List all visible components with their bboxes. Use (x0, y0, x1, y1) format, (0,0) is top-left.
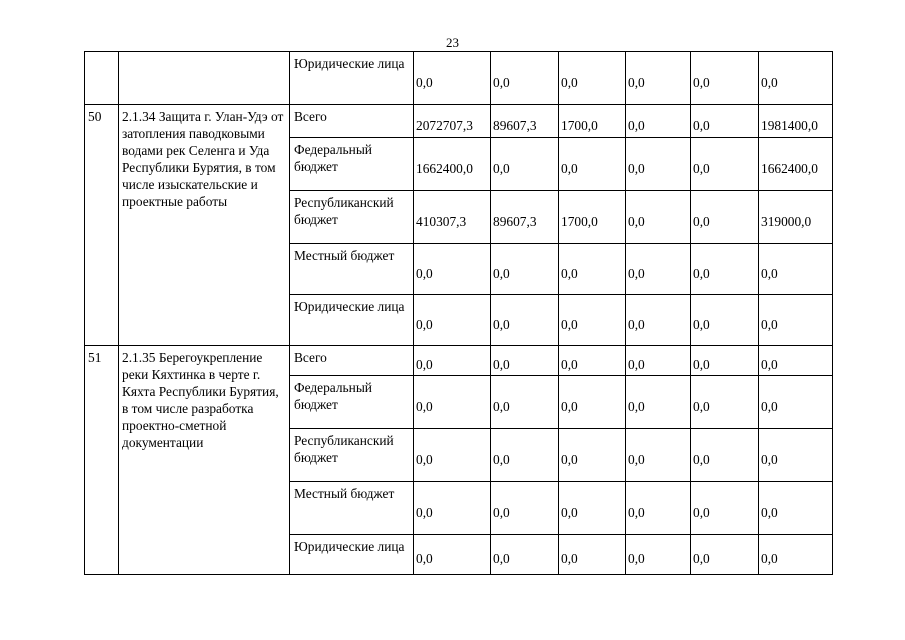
value-cell (559, 346, 626, 376)
value-cell (759, 429, 833, 482)
value-cell (491, 52, 559, 105)
value-cell (559, 376, 626, 429)
value-text: 0,0 (628, 213, 645, 229)
value-cell (414, 244, 491, 295)
value-cell (559, 191, 626, 244)
value-text: 0,0 (761, 551, 778, 566)
value-cell (559, 105, 626, 138)
value-cell (626, 244, 691, 295)
value-text: 0,0 (761, 265, 778, 281)
value-text: 0,0 (693, 357, 710, 372)
value-cell (559, 52, 626, 105)
value-text: 0,0 (561, 160, 578, 176)
value-text: 0,0 (693, 451, 710, 467)
value-cell (414, 295, 491, 346)
value-cell (759, 191, 833, 244)
value-text: 0,0 (693, 265, 710, 281)
value-text: 0,0 (693, 213, 710, 229)
value-text: 319000,0 (761, 213, 812, 229)
value-cell (559, 535, 626, 575)
value-text: 0,0 (561, 398, 578, 414)
value-text: 1700,0 (561, 117, 598, 133)
value-cell (759, 105, 833, 138)
value-text: 0,0 (628, 504, 645, 520)
value-cell (491, 295, 559, 346)
value-cell (759, 376, 833, 429)
value-text: 0,0 (628, 451, 645, 467)
value-cell (491, 105, 559, 138)
value-cell (691, 295, 759, 346)
row-number-cell: 50 (85, 105, 119, 346)
page-number: 23 (446, 35, 459, 50)
value-cell (691, 191, 759, 244)
value-text: 0,0 (416, 551, 433, 566)
value-cell (759, 482, 833, 535)
value-text: 1662400,0 (416, 160, 473, 176)
value-text: 0,0 (493, 504, 510, 520)
value-text: 0,0 (693, 398, 710, 414)
value-text: 0,0 (693, 504, 710, 520)
value-cell (759, 244, 833, 295)
value-text: 0,0 (561, 265, 578, 281)
value-text: 0,0 (628, 160, 645, 176)
table-row (85, 346, 833, 376)
event-name-cell (119, 52, 290, 105)
value-text: 0,0 (561, 316, 578, 332)
value-text: 0,0 (493, 357, 510, 372)
value-cell (759, 346, 833, 376)
funding-source-cell: Местный бюджет (290, 244, 414, 295)
value-text: 0,0 (693, 316, 710, 332)
value-text: 0,0 (561, 74, 578, 90)
funding-source-cell: Республиканский бюджет (290, 191, 414, 244)
value-text: 0,0 (561, 504, 578, 520)
event-name-cell: 2.1.34 Защита г. Улан-Удэ от затопления паводковыми водами рек Селенга и Уда Республики Бурятия, в том числе изыскательские и проектные работы (119, 105, 290, 346)
budget-table (84, 51, 833, 575)
value-cell (626, 482, 691, 535)
value-cell (414, 191, 491, 244)
value-cell (691, 138, 759, 191)
value-text: 0,0 (493, 74, 510, 90)
value-text: 0,0 (416, 451, 433, 467)
value-text: 89607,3 (493, 117, 537, 133)
value-text: 0,0 (761, 451, 778, 467)
value-cell (626, 138, 691, 191)
value-text: 0,0 (493, 265, 510, 281)
value-text: 0,0 (761, 74, 778, 90)
value-cell (414, 138, 491, 191)
value-text: 0,0 (416, 357, 433, 372)
value-text: 0,0 (561, 357, 578, 372)
value-text: 0,0 (493, 398, 510, 414)
value-cell (626, 52, 691, 105)
value-cell (491, 244, 559, 295)
value-cell (414, 52, 491, 105)
value-cell (491, 535, 559, 575)
value-cell (414, 482, 491, 535)
funding-source-cell: Федеральный бюджет (290, 138, 414, 191)
value-cell (691, 52, 759, 105)
value-text: 0,0 (693, 551, 710, 566)
value-cell (691, 376, 759, 429)
value-text: 0,0 (761, 357, 778, 372)
value-cell (626, 376, 691, 429)
value-cell (626, 346, 691, 376)
value-text: 0,0 (493, 160, 510, 176)
value-cell (414, 429, 491, 482)
value-cell (414, 535, 491, 575)
value-cell (491, 191, 559, 244)
value-text: 0,0 (693, 117, 710, 133)
value-text: 0,0 (416, 74, 433, 90)
value-cell (559, 429, 626, 482)
funding-source-cell: Местный бюджет (290, 482, 414, 535)
value-cell (414, 346, 491, 376)
value-cell (626, 105, 691, 138)
value-cell (559, 482, 626, 535)
funding-source-cell: Юридические лица (290, 295, 414, 346)
value-text: 0,0 (761, 316, 778, 332)
value-text: 0,0 (416, 398, 433, 414)
value-cell (759, 535, 833, 575)
value-text: 0,0 (628, 398, 645, 414)
value-cell (559, 295, 626, 346)
value-text: 0,0 (628, 74, 645, 90)
value-cell (691, 105, 759, 138)
value-cell (759, 138, 833, 191)
table-row (85, 105, 833, 138)
value-text: 1662400,0 (761, 160, 818, 176)
value-cell (626, 295, 691, 346)
value-cell (559, 244, 626, 295)
row-number-cell (85, 52, 119, 105)
value-text: 0,0 (561, 451, 578, 467)
value-text: 0,0 (493, 316, 510, 332)
value-text: 0,0 (493, 451, 510, 467)
value-text: 1981400,0 (761, 117, 818, 133)
value-text: 0,0 (628, 551, 645, 566)
value-text: 0,0 (628, 117, 645, 133)
value-cell (491, 138, 559, 191)
value-cell (414, 105, 491, 138)
value-text: 2072707,3 (416, 117, 473, 133)
value-cell (759, 52, 833, 105)
value-cell (691, 346, 759, 376)
value-text: 0,0 (628, 316, 645, 332)
value-text: 0,0 (693, 74, 710, 90)
value-text: 89607,3 (493, 213, 537, 229)
table-row (85, 52, 833, 105)
value-cell (626, 191, 691, 244)
value-text: 0,0 (416, 265, 433, 281)
value-text: 0,0 (416, 504, 433, 520)
value-cell (691, 429, 759, 482)
value-text: 0,0 (493, 551, 510, 566)
funding-source-cell: Всего (290, 105, 414, 138)
value-text: 0,0 (761, 504, 778, 520)
funding-source-cell: Всего (290, 346, 414, 376)
value-cell (491, 482, 559, 535)
funding-source-cell: Юридические лица (290, 52, 414, 105)
event-name-cell: 2.1.35 Берегоукрепление реки Кяхтинка в черте г. Кяхта Республики Бурятия, в том числе разработка проектно-сметной документации (119, 346, 290, 575)
value-cell (559, 138, 626, 191)
funding-source-cell: Юридические лица (290, 535, 414, 575)
value-text: 0,0 (761, 398, 778, 414)
value-text: 410307,3 (416, 213, 467, 229)
row-number-cell: 51 (85, 346, 119, 575)
value-cell (759, 295, 833, 346)
value-cell (626, 535, 691, 575)
value-cell (491, 429, 559, 482)
value-cell (491, 376, 559, 429)
value-cell (691, 482, 759, 535)
value-cell (626, 429, 691, 482)
value-cell (691, 535, 759, 575)
value-cell (691, 244, 759, 295)
value-text: 0,0 (628, 357, 645, 372)
value-cell (414, 376, 491, 429)
value-text: 0,0 (693, 160, 710, 176)
value-text: 0,0 (561, 551, 578, 566)
value-cell (491, 346, 559, 376)
funding-source-cell: Федеральный бюджет (290, 376, 414, 429)
funding-source-cell: Республиканский бюджет (290, 429, 414, 482)
value-text: 0,0 (628, 265, 645, 281)
value-text: 1700,0 (561, 213, 598, 229)
value-text: 0,0 (416, 316, 433, 332)
